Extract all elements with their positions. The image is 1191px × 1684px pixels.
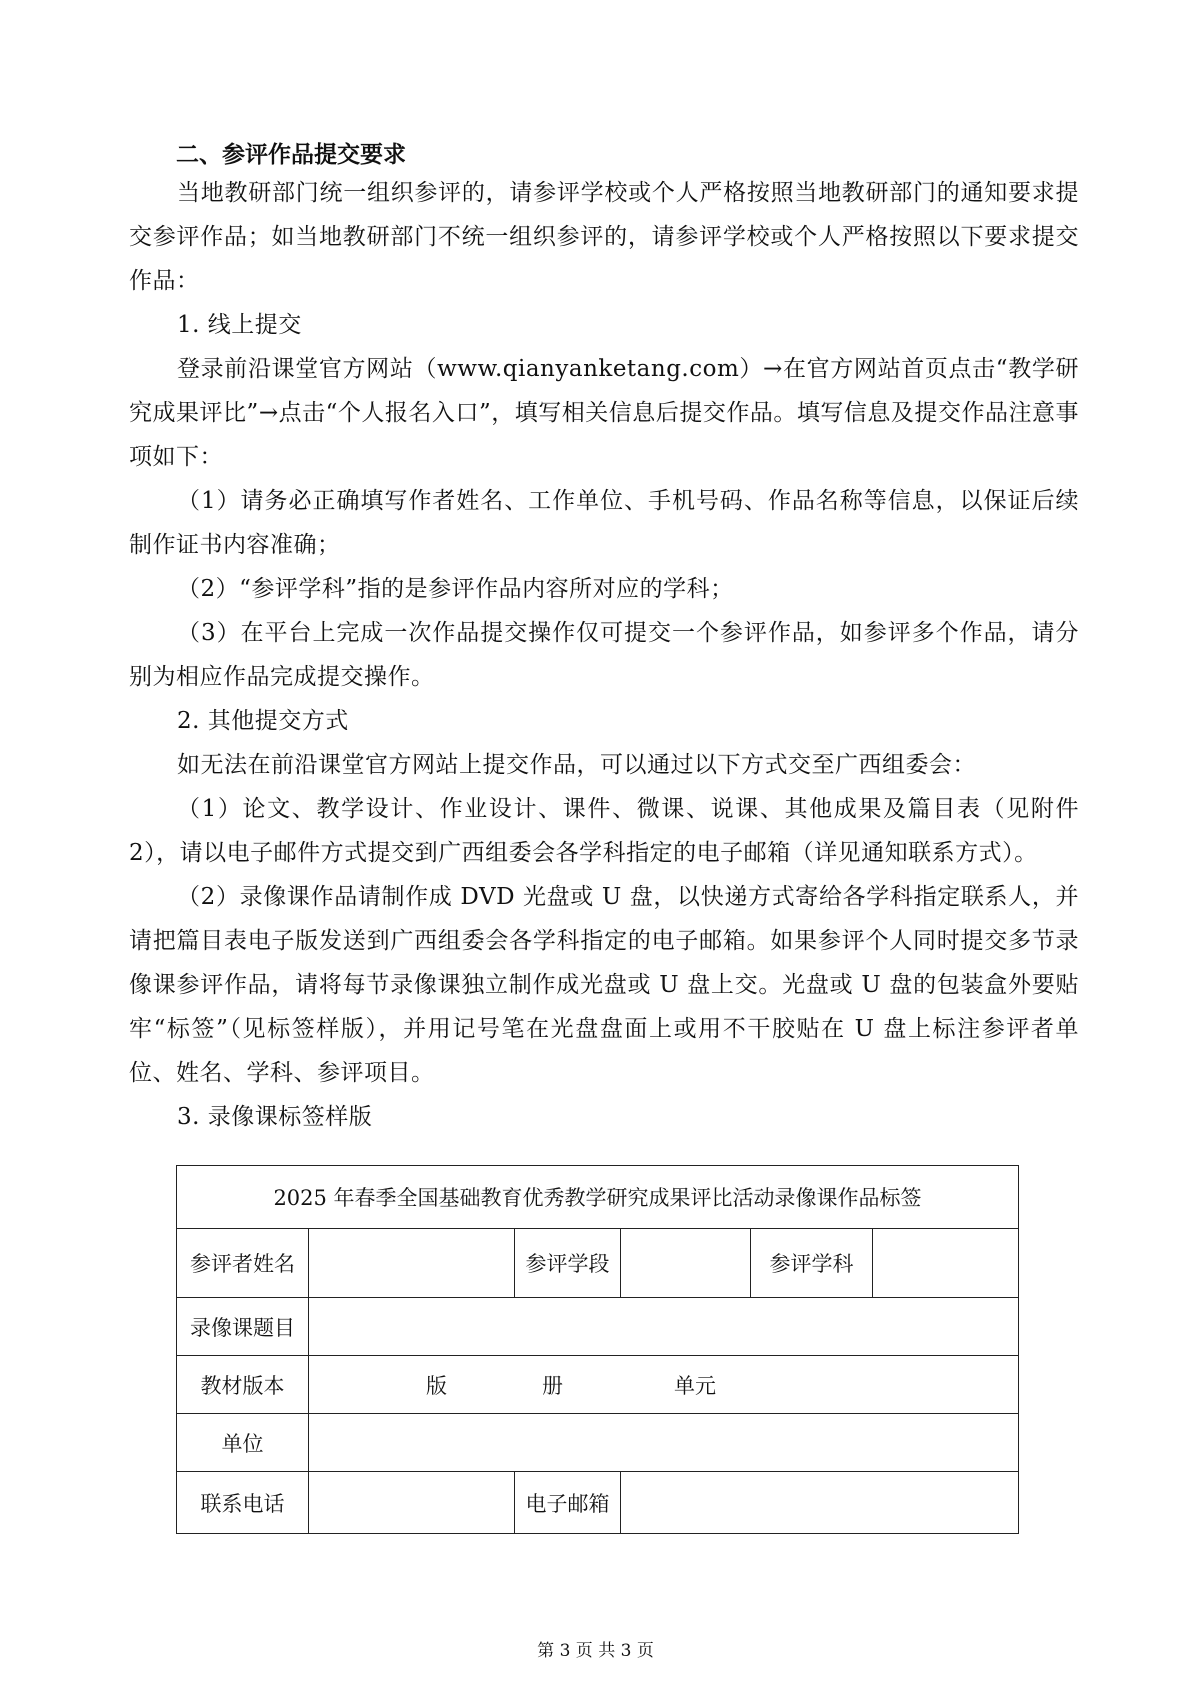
subsection-3-title: 3. 录像课标签样版 xyxy=(177,1104,373,1130)
textbook-edition-cell xyxy=(309,1356,1019,1414)
edition-unit-text: 单元 xyxy=(674,1373,716,1398)
author-name-label: 参评者姓名 xyxy=(177,1229,309,1298)
email-label: 电子邮箱 xyxy=(515,1472,621,1534)
textbook-edition-label: 教材版本 xyxy=(177,1356,309,1414)
school-stage-cell xyxy=(621,1229,751,1298)
video-topic-cell xyxy=(309,1298,1019,1356)
author-name-cell xyxy=(309,1229,515,1298)
video-label-template-table xyxy=(176,1165,1019,1534)
label-table-title: 2025 年春季全国基础教育优秀教学研究成果评比活动录像课作品标签 xyxy=(177,1166,1019,1229)
section-heading: 二、参评作品提交要求 xyxy=(176,142,406,168)
email-cell xyxy=(621,1472,1019,1534)
subject-label: 参评学科 xyxy=(751,1229,873,1298)
school-stage-label: 参评学段 xyxy=(515,1229,621,1298)
work-unit-cell xyxy=(309,1414,1019,1472)
subject-cell xyxy=(873,1229,1019,1298)
note-item-1: （1）请务必正确填写作者姓名、工作单位、手机号码、作品名称等信息，以保证后续制作证书内容准确； xyxy=(129,488,1079,558)
edition-volume-text: 册 xyxy=(542,1373,563,1398)
video-submission-item: （2）录像课作品请制作成 DVD 光盘或 U 盘，以快递方式寄给各学科指定联系人，并请把篇目表电子版发送到广西组委会各学科指定的电子邮箱。如果参评个人同时提交多节录像课参评作品，请将每节录像课独立制作成光盘或 U 盘上交。光盘或 U 盘的包装盒外要贴牢“标签”（见标签样版），并用记号笔在光盘盘面上或用不干胶贴在 U 盘上标注参评者单位、姓名、学科、参评项目。 xyxy=(129,884,1079,1086)
subsection-2-title: 2. 其他提交方式 xyxy=(177,708,349,734)
email-submission-item: （1）论文、教学设计、作业设计、课件、微课、说课、其他成果及篇目表（见附件 2），请以电子邮件方式提交到广西组委会各学科指定的电子邮箱（详见通知联系方式）。 xyxy=(129,796,1079,866)
page-footer: 第 3 页 共 3 页 xyxy=(537,1641,654,1661)
phone-label: 联系电话 xyxy=(177,1472,309,1534)
work-unit-label: 单位 xyxy=(177,1414,309,1472)
other-methods-paragraph: 如无法在前沿课堂官方网站上提交作品，可以通过以下方式交至广西组委会： xyxy=(177,752,976,778)
online-submission-paragraph: 登录前沿课堂官方网站（www.qianyanketang.com）→在官方网站首页点击“教学研究成果评比”→点击“个人报名入口”，填写相关信息后提交作品。填写信息及提交作品注意事项如下： xyxy=(129,356,1079,470)
note-item-2: （2）“参评学科”指的是参评作品内容所对应的学科； xyxy=(177,576,734,602)
intro-paragraph: 当地教研部门统一组织参评的，请参评学校或个人严格按照当地教研部门的通知要求提交参评作品；如当地教研部门不统一组织参评的，请参评学校或个人严格按照以下要求提交作品： xyxy=(129,180,1079,294)
note-item-3: （3）在平台上完成一次作品提交操作仅可提交一个参评作品，如参评多个作品，请分别为相应作品完成提交操作。 xyxy=(129,620,1079,690)
edition-version-text: 版 xyxy=(426,1373,447,1398)
video-topic-label: 录像课题目 xyxy=(177,1298,309,1356)
subsection-1-title: 1. 线上提交 xyxy=(177,312,302,338)
phone-cell xyxy=(309,1472,515,1534)
